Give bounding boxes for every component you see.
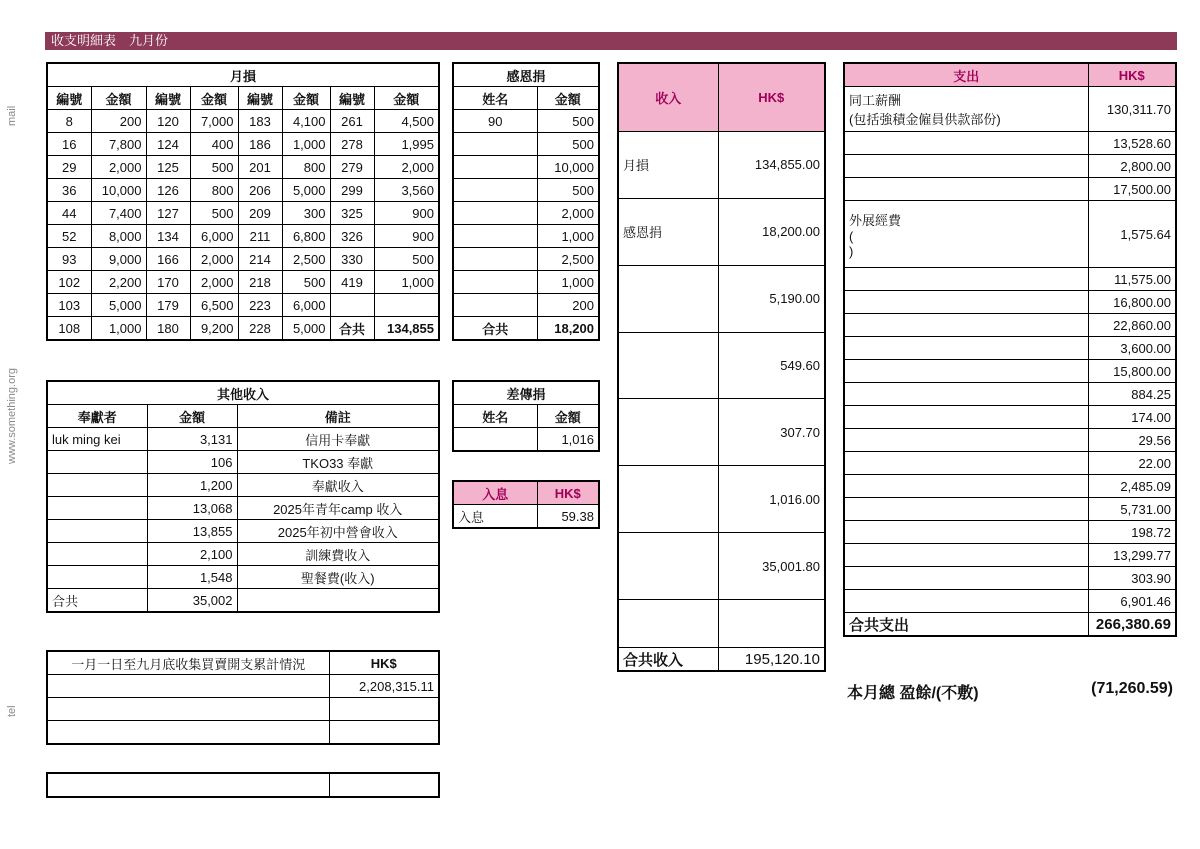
memorial-amount: 500 xyxy=(537,179,599,202)
table-row xyxy=(453,179,599,202)
monthly-header-5: 金額 xyxy=(282,87,330,110)
table-row xyxy=(453,248,599,271)
income-amount: 18,200.00 xyxy=(718,198,825,265)
monthly-amount: 900 xyxy=(374,225,439,248)
table-row xyxy=(47,271,439,294)
table-row xyxy=(844,498,1176,521)
monthly-amount: 2,000 xyxy=(190,271,238,294)
expense-item xyxy=(844,383,1088,406)
expense-amount: 198.72 xyxy=(1088,521,1176,544)
monthly-number: 126 xyxy=(146,179,190,202)
expense-amount: 29.56 xyxy=(1088,429,1176,452)
expense-total-label: 合共支出 xyxy=(844,613,1088,637)
memorial-name xyxy=(453,156,537,179)
table-row xyxy=(844,155,1176,178)
other-total-label: 合共 xyxy=(47,589,147,613)
other-note: 2025年初中營會收入 xyxy=(237,520,439,543)
expense-item xyxy=(844,567,1088,590)
monthly-amount: 9,000 xyxy=(91,248,146,271)
table-row xyxy=(844,590,1176,613)
table-row xyxy=(47,225,439,248)
other-amount: 1,200 xyxy=(147,474,237,497)
income-amount: 35,001.80 xyxy=(718,533,825,600)
monthly-amount: 5,000 xyxy=(91,294,146,317)
mission-title: 差傳捐 xyxy=(453,381,599,405)
table-row xyxy=(47,202,439,225)
other-income-title: 其他收入 xyxy=(47,381,439,405)
income-item xyxy=(618,265,718,332)
expense-item xyxy=(844,544,1088,567)
monthly-number: 44 xyxy=(47,202,91,225)
memorial-total: 18,200 xyxy=(537,317,599,341)
memorial-amount: 2,000 xyxy=(537,202,599,225)
other-donor xyxy=(47,543,147,566)
monthly-number: 186 xyxy=(238,133,282,156)
monthly-header-row xyxy=(47,87,439,110)
table-row xyxy=(47,520,439,543)
table-row xyxy=(618,466,825,533)
other-total: 35,002 xyxy=(147,589,237,613)
monthly-number: 279 xyxy=(330,156,374,179)
monthly-amount: 8,000 xyxy=(91,225,146,248)
expense-item: 外展經費 ( ) xyxy=(844,201,1088,268)
monthly-number: 合共 xyxy=(330,317,374,341)
table-row xyxy=(844,383,1176,406)
report-banner: 收支明細表 九月份 xyxy=(45,32,1177,50)
table-row xyxy=(844,475,1176,498)
monthly-number: 211 xyxy=(238,225,282,248)
monthly-amount: 2,000 xyxy=(374,156,439,179)
expense-amount: 15,800.00 xyxy=(1088,360,1176,383)
memorial-title: 感恩捐 xyxy=(453,63,599,87)
ytd-row-label xyxy=(47,721,329,745)
expense-amount: 13,299.77 xyxy=(1088,544,1176,567)
expense-total: 266,380.69 xyxy=(1088,613,1176,637)
expense-amount: 303.90 xyxy=(1088,567,1176,590)
monthly-number: 8 xyxy=(47,110,91,133)
memorial-amount: 500 xyxy=(537,133,599,156)
income-total: 195,120.10 xyxy=(718,648,825,672)
memorial-name xyxy=(453,248,537,271)
income-amount: 134,855.00 xyxy=(718,131,825,198)
mission-row-name xyxy=(453,428,537,452)
result-value: (71,260.59) xyxy=(1091,680,1173,697)
table-row xyxy=(47,110,439,133)
income-total-label: 合共收入 xyxy=(618,648,718,672)
expense-item xyxy=(844,452,1088,475)
monthly-amount: 800 xyxy=(190,179,238,202)
table-row xyxy=(47,543,439,566)
interest-table xyxy=(452,480,600,529)
income-head-currency: HK$ xyxy=(718,63,825,131)
result-label: 本月總 盈餘/(不敷) xyxy=(847,685,979,702)
table-row xyxy=(844,452,1176,475)
expense-item xyxy=(844,337,1088,360)
monthly-number: 16 xyxy=(47,133,91,156)
monthly-amount: 500 xyxy=(190,202,238,225)
income-amount: 5,190.00 xyxy=(718,265,825,332)
monthly-number: 261 xyxy=(330,110,374,133)
monthly-amount: 5,000 xyxy=(282,317,330,341)
monthly-number xyxy=(330,294,374,317)
expense-amount: 17,500.00 xyxy=(1088,178,1176,201)
table-row xyxy=(618,533,825,600)
monthly-number: 102 xyxy=(47,271,91,294)
monthly-amount: 1,000 xyxy=(374,271,439,294)
monthly-amount: 2,000 xyxy=(91,156,146,179)
other-note: 2025年青年camp 收入 xyxy=(237,497,439,520)
monthly-number: 170 xyxy=(146,271,190,294)
expense-item xyxy=(844,291,1088,314)
table-row xyxy=(453,110,599,133)
monthly-number: 127 xyxy=(146,202,190,225)
memorial-amount: 1,000 xyxy=(537,225,599,248)
table-row xyxy=(618,198,825,265)
monthly-header-0: 編號 xyxy=(47,87,91,110)
memorial-head-amount: 金額 xyxy=(537,87,599,110)
monthly-number: 325 xyxy=(330,202,374,225)
monthly-number: 223 xyxy=(238,294,282,317)
table-row xyxy=(844,360,1176,383)
expense-item xyxy=(844,314,1088,337)
monthly-offering-table xyxy=(46,62,440,341)
monthly-number: 36 xyxy=(47,179,91,202)
side-text-2: www.something.org xyxy=(6,368,18,464)
monthly-number: 209 xyxy=(238,202,282,225)
monthly-amount: 2,000 xyxy=(190,248,238,271)
table-row xyxy=(618,399,825,466)
expense-head-currency: HK$ xyxy=(1088,63,1176,87)
monthly-number: 166 xyxy=(146,248,190,271)
table-row xyxy=(453,225,599,248)
ytd-row-value xyxy=(329,721,439,745)
other-amount: 106 xyxy=(147,451,237,474)
monthly-header-1: 金額 xyxy=(91,87,146,110)
table-row xyxy=(47,179,439,202)
expense-item xyxy=(844,590,1088,613)
income-item: 感恩捐 xyxy=(618,198,718,265)
monthly-amount: 3,560 xyxy=(374,179,439,202)
monthly-amount: 400 xyxy=(190,133,238,156)
monthly-amount: 4,500 xyxy=(374,110,439,133)
expense-item xyxy=(844,521,1088,544)
memorial-name xyxy=(453,133,537,156)
side-contact xyxy=(6,56,40,836)
expense-amount: 22,860.00 xyxy=(1088,314,1176,337)
monthly-number: 134 xyxy=(146,225,190,248)
monthly-number: 179 xyxy=(146,294,190,317)
ytd-table xyxy=(46,650,440,745)
interest-label: 入息 xyxy=(453,505,537,529)
other-donor xyxy=(47,497,147,520)
table-row xyxy=(47,451,439,474)
expense-item xyxy=(844,498,1088,521)
ytd-row-label xyxy=(47,698,329,721)
other-note: 訓練費收入 xyxy=(237,543,439,566)
other-donor xyxy=(47,520,147,543)
table-row xyxy=(844,429,1176,452)
expense-amount: 130,311.70 xyxy=(1088,87,1176,132)
monthly-number: 326 xyxy=(330,225,374,248)
table-row xyxy=(47,474,439,497)
expense-item xyxy=(844,475,1088,498)
memorial-name xyxy=(453,294,537,317)
monthly-amount: 300 xyxy=(282,202,330,225)
table-row xyxy=(47,248,439,271)
table-row xyxy=(618,265,825,332)
other-head-note: 備註 xyxy=(237,405,439,428)
memorial-amount: 500 xyxy=(537,110,599,133)
table-row xyxy=(453,156,599,179)
table-row xyxy=(47,317,439,341)
ytd-title: 一月一日至九月底收集買賣開支累計情況 xyxy=(47,651,329,675)
monthly-amount: 4,100 xyxy=(282,110,330,133)
expense-item: 同工薪酬 (包括強積金僱員供款部份) xyxy=(844,87,1088,132)
monthly-number: 52 xyxy=(47,225,91,248)
other-donor: luk ming kei xyxy=(47,428,147,451)
other-income-table xyxy=(46,380,440,613)
table-row xyxy=(47,428,439,451)
carry-label xyxy=(47,773,329,797)
table-row xyxy=(47,156,439,179)
expense-amount: 11,575.00 xyxy=(1088,268,1176,291)
other-amount: 1,548 xyxy=(147,566,237,589)
monthly-amount: 500 xyxy=(374,248,439,271)
table-row xyxy=(844,178,1176,201)
income-amount: 307.70 xyxy=(718,399,825,466)
other-amount: 13,068 xyxy=(147,497,237,520)
monthly-amount: 6,500 xyxy=(190,294,238,317)
monthly-amount: 9,200 xyxy=(190,317,238,341)
monthly-number: 419 xyxy=(330,271,374,294)
memorial-table xyxy=(452,62,600,341)
other-donor xyxy=(47,474,147,497)
table-row xyxy=(844,87,1176,132)
income-item: 月損 xyxy=(618,131,718,198)
expense-head-label: 支出 xyxy=(844,63,1088,87)
monthly-amount: 7,400 xyxy=(91,202,146,225)
carry-value xyxy=(329,773,439,797)
monthly-amount: 1,000 xyxy=(282,133,330,156)
monthly-number: 108 xyxy=(47,317,91,341)
table-row xyxy=(47,497,439,520)
monthly-number: 330 xyxy=(330,248,374,271)
expense-item xyxy=(844,155,1088,178)
other-note: 聖餐費(收入) xyxy=(237,566,439,589)
memorial-amount: 200 xyxy=(537,294,599,317)
table-row xyxy=(844,337,1176,360)
expense-item xyxy=(844,429,1088,452)
ytd-row-value xyxy=(329,698,439,721)
memorial-amount: 1,000 xyxy=(537,271,599,294)
table-row xyxy=(844,268,1176,291)
monthly-number: 228 xyxy=(238,317,282,341)
monthly-number: 206 xyxy=(238,179,282,202)
table-row xyxy=(47,133,439,156)
other-head-amount: 金額 xyxy=(147,405,237,428)
mission-head-name: 姓名 xyxy=(453,405,537,428)
monthly-amount: 200 xyxy=(91,110,146,133)
table-row xyxy=(618,131,825,198)
table-row xyxy=(844,544,1176,567)
monthly-number: 299 xyxy=(330,179,374,202)
monthly-amount: 6,000 xyxy=(190,225,238,248)
monthly-number: 103 xyxy=(47,294,91,317)
monthly-header-2: 編號 xyxy=(146,87,190,110)
mission-head-amount: 金額 xyxy=(537,405,599,428)
memorial-name xyxy=(453,271,537,294)
monthly-number: 278 xyxy=(330,133,374,156)
other-note: 信用卡奉獻 xyxy=(237,428,439,451)
monthly-number: 124 xyxy=(146,133,190,156)
monthly-amount: 2,500 xyxy=(282,248,330,271)
monthly-amount: 800 xyxy=(282,156,330,179)
monthly-amount: 2,200 xyxy=(91,271,146,294)
side-text-1: mail xyxy=(6,105,18,127)
ytd-currency: HK$ xyxy=(329,651,439,675)
table-row xyxy=(47,294,439,317)
monthly-amount: 500 xyxy=(282,271,330,294)
monthly-number: 180 xyxy=(146,317,190,341)
table-row xyxy=(453,294,599,317)
monthly-amount: 10,000 xyxy=(91,179,146,202)
ytd-row-value: 2,208,315.11 xyxy=(329,675,439,698)
monthly-amount: 900 xyxy=(374,202,439,225)
monthly-amount: 6,800 xyxy=(282,225,330,248)
monthly-amount xyxy=(374,294,439,317)
income-head-label: 收入 xyxy=(618,63,718,131)
carry-forward-table xyxy=(46,772,440,798)
memorial-amount: 2,500 xyxy=(537,248,599,271)
monthly-amount: 1,995 xyxy=(374,133,439,156)
other-amount: 2,100 xyxy=(147,543,237,566)
interest-value: 59.38 xyxy=(537,505,599,529)
interest-head-currency: HK$ xyxy=(537,481,599,505)
other-amount: 13,855 xyxy=(147,520,237,543)
table-row xyxy=(453,133,599,156)
expense-amount: 3,600.00 xyxy=(1088,337,1176,360)
monthly-header-4: 編號 xyxy=(238,87,282,110)
other-note: TKO33 奉獻 xyxy=(237,451,439,474)
expense-amount: 5,731.00 xyxy=(1088,498,1176,521)
monthly-number: 183 xyxy=(238,110,282,133)
income-item xyxy=(618,399,718,466)
monthly-header-3: 金額 xyxy=(190,87,238,110)
income-item xyxy=(618,533,718,600)
mission-fund-table xyxy=(452,380,600,452)
monthly-number: 29 xyxy=(47,156,91,179)
monthly-title: 月損 xyxy=(47,63,439,87)
monthly-number: 201 xyxy=(238,156,282,179)
income-amount: 1,016.00 xyxy=(718,466,825,533)
memorial-name xyxy=(453,179,537,202)
monthly-number: 214 xyxy=(238,248,282,271)
monthly-amount: 1,000 xyxy=(91,317,146,341)
expense-summary-table xyxy=(843,62,1177,637)
mission-row-amount: 1,016 xyxy=(537,428,599,452)
side-text-3: tel xyxy=(6,705,18,717)
table-row xyxy=(844,132,1176,155)
expense-amount: 174.00 xyxy=(1088,406,1176,429)
expense-amount: 6,901.46 xyxy=(1088,590,1176,613)
table-row xyxy=(844,406,1176,429)
income-amount: 549.60 xyxy=(718,332,825,399)
memorial-name: 90 xyxy=(453,110,537,133)
other-donor xyxy=(47,451,147,474)
expense-item xyxy=(844,268,1088,291)
interest-head-label: 入息 xyxy=(453,481,537,505)
memorial-name xyxy=(453,202,537,225)
monthly-amount: 6,000 xyxy=(282,294,330,317)
table-row xyxy=(844,567,1176,590)
monthly-amount: 500 xyxy=(190,156,238,179)
monthly-number: 120 xyxy=(146,110,190,133)
other-note: 奉獻收入 xyxy=(237,474,439,497)
monthly-amount: 7,800 xyxy=(91,133,146,156)
monthly-header-6: 編號 xyxy=(330,87,374,110)
table-row xyxy=(453,202,599,225)
income-item xyxy=(618,332,718,399)
table-row xyxy=(618,332,825,399)
expense-amount: 1,575.64 xyxy=(1088,201,1176,268)
other-donor xyxy=(47,566,147,589)
memorial-amount: 10,000 xyxy=(537,156,599,179)
monthly-amount: 7,000 xyxy=(190,110,238,133)
ytd-row-label xyxy=(47,675,329,698)
monthly-number: 125 xyxy=(146,156,190,179)
memorial-name xyxy=(453,225,537,248)
table-row xyxy=(844,521,1176,544)
monthly-header-7: 金額 xyxy=(374,87,439,110)
expense-item xyxy=(844,406,1088,429)
other-amount: 3,131 xyxy=(147,428,237,451)
expense-item xyxy=(844,360,1088,383)
table-row xyxy=(844,314,1176,337)
table-row xyxy=(844,201,1176,268)
monthly-number: 218 xyxy=(238,271,282,294)
memorial-head-name: 姓名 xyxy=(453,87,537,110)
table-row xyxy=(453,271,599,294)
expense-amount: 884.25 xyxy=(1088,383,1176,406)
memorial-total-label: 合共 xyxy=(453,317,537,341)
other-head-donor: 奉獻者 xyxy=(47,405,147,428)
expense-amount: 16,800.00 xyxy=(1088,291,1176,314)
monthly-amount: 134,855 xyxy=(374,317,439,341)
expense-amount: 13,528.60 xyxy=(1088,132,1176,155)
expense-item xyxy=(844,178,1088,201)
table-row xyxy=(844,291,1176,314)
expense-item xyxy=(844,132,1088,155)
expense-amount: 2,485.09 xyxy=(1088,475,1176,498)
monthly-number: 93 xyxy=(47,248,91,271)
income-summary-table xyxy=(617,62,826,672)
expense-amount: 2,800.00 xyxy=(1088,155,1176,178)
table-row xyxy=(47,566,439,589)
expense-amount: 22.00 xyxy=(1088,452,1176,475)
monthly-amount: 5,000 xyxy=(282,179,330,202)
income-item xyxy=(618,466,718,533)
